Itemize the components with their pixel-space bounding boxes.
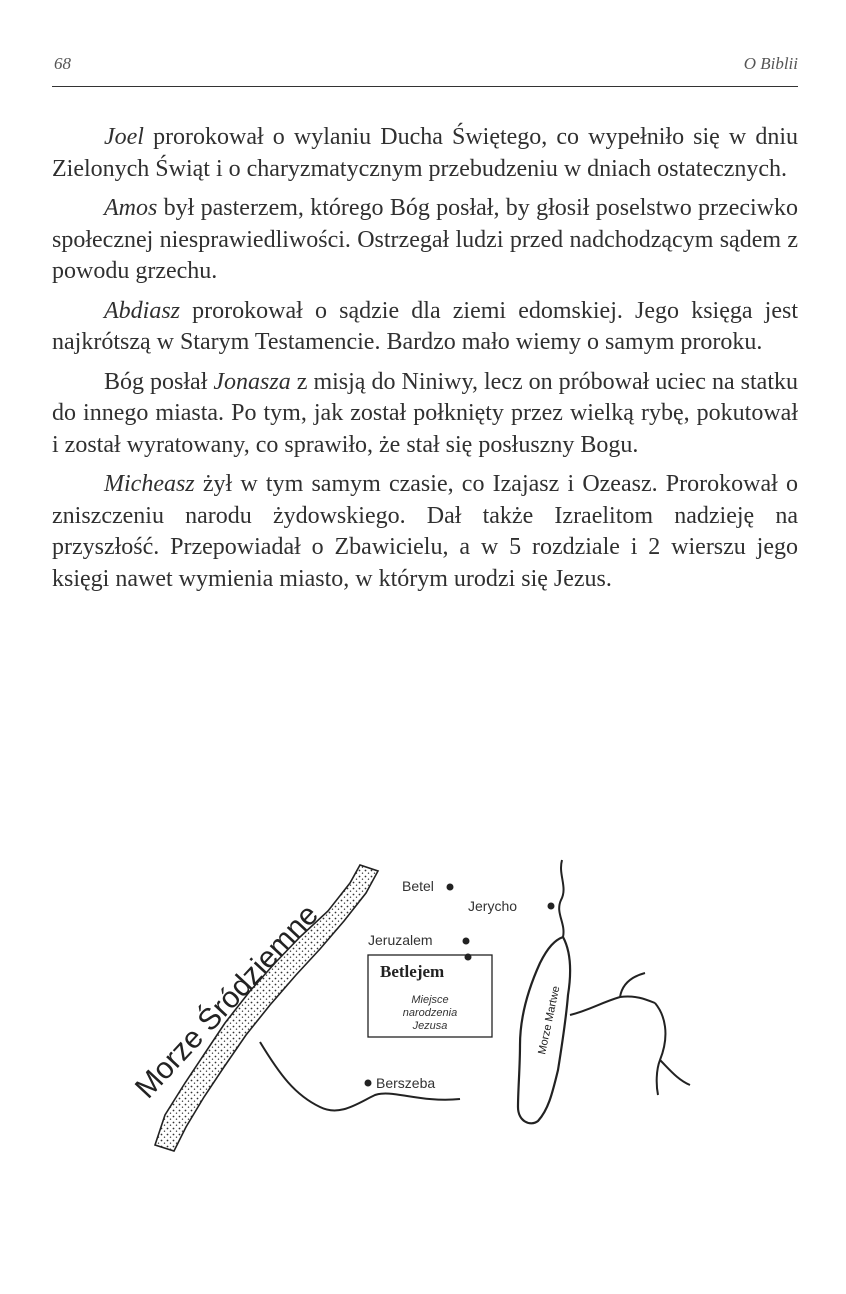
prophet-name: Jonasza xyxy=(213,368,291,395)
paragraph-joel: Joel prorokował o wylaniu Ducha Świętego, co wypełniło się w dniu Zielonych Świąt i o charyzmatycznym przebudzeniu w dniach ostatecznych. xyxy=(52,124,798,182)
berszeba-dot xyxy=(365,1080,372,1087)
berszeba-label: Berszeba xyxy=(376,1075,436,1091)
mediterranean-sea-label: Morze Śródziemne xyxy=(128,898,325,1105)
prophet-name: Micheasz xyxy=(104,471,195,497)
betlejem-dot xyxy=(465,954,472,961)
jerycho-dot xyxy=(548,903,555,910)
paragraph-jonasz: Bóg posłał Jonasza z misją do Niniwy, lecz on próbował uciec na statku do innego miasta. Po tym, jak został połknięty przez wielką rybę, pokutował i został wyratowany, co sprawiło, że stał się posłuszny Bogu. xyxy=(52,368,799,458)
body-text xyxy=(52,122,798,603)
map-illustration xyxy=(100,845,730,1175)
page-number: 68 xyxy=(54,54,71,73)
jerycho-label: Jerycho xyxy=(468,898,518,914)
birthplace-caption-line2: narodzenia xyxy=(402,1007,458,1019)
paragraph-amos: Amos był pasterzem, którego Bóg posłał, by głosił poselstwo przeciwko społecznej niesprawiedliwości. Ostrzegał ludzi przed nadchodzącym sądem z powodu grzechu. xyxy=(52,195,798,284)
betel-label: Betel xyxy=(402,878,434,894)
betel-dot xyxy=(447,884,454,891)
prophet-name: Abdiasz xyxy=(104,297,181,324)
prophet-name: Amos xyxy=(104,195,158,221)
map-svg xyxy=(100,845,730,1175)
birthplace-caption-line3: Jezusa xyxy=(412,1020,448,1032)
paragraph-abdiasz: Abdiasz prorokował o sądzie dla ziemi edomskiej. Jego księga jest najkrótszą w Starym Testamencie. Bardzo mało wiemy o samym proroku. xyxy=(52,297,798,355)
eastern-wadi xyxy=(570,973,690,1095)
book-title: O Biblii xyxy=(743,54,798,73)
paragraph-micheasz: Micheasz żył w tym samym czasie, co Izajasz i Ozeasz. Prorokował o zniszczeniu narodu żydowskiego. Dał także Izraelitom nadzieję na przyszłość. Przepowiadał o Zbawicielu, a w 5 rozdziale i 2 wierszu jego księgi nawet wymienia miasto, w którym urodzi się Jezus. xyxy=(52,471,798,592)
birthplace-caption-line1: Miejsce xyxy=(411,994,449,1006)
jordan-river xyxy=(559,860,563,937)
jeruzalem-dot xyxy=(463,938,470,945)
jeruzalem-label: Jeruzalem xyxy=(368,932,433,948)
betlejem-label: Betlejem xyxy=(380,962,445,981)
dead-sea-label: Morze Martwe xyxy=(536,984,563,1056)
page-header xyxy=(52,52,798,87)
prophet-name: Joel xyxy=(104,124,144,150)
